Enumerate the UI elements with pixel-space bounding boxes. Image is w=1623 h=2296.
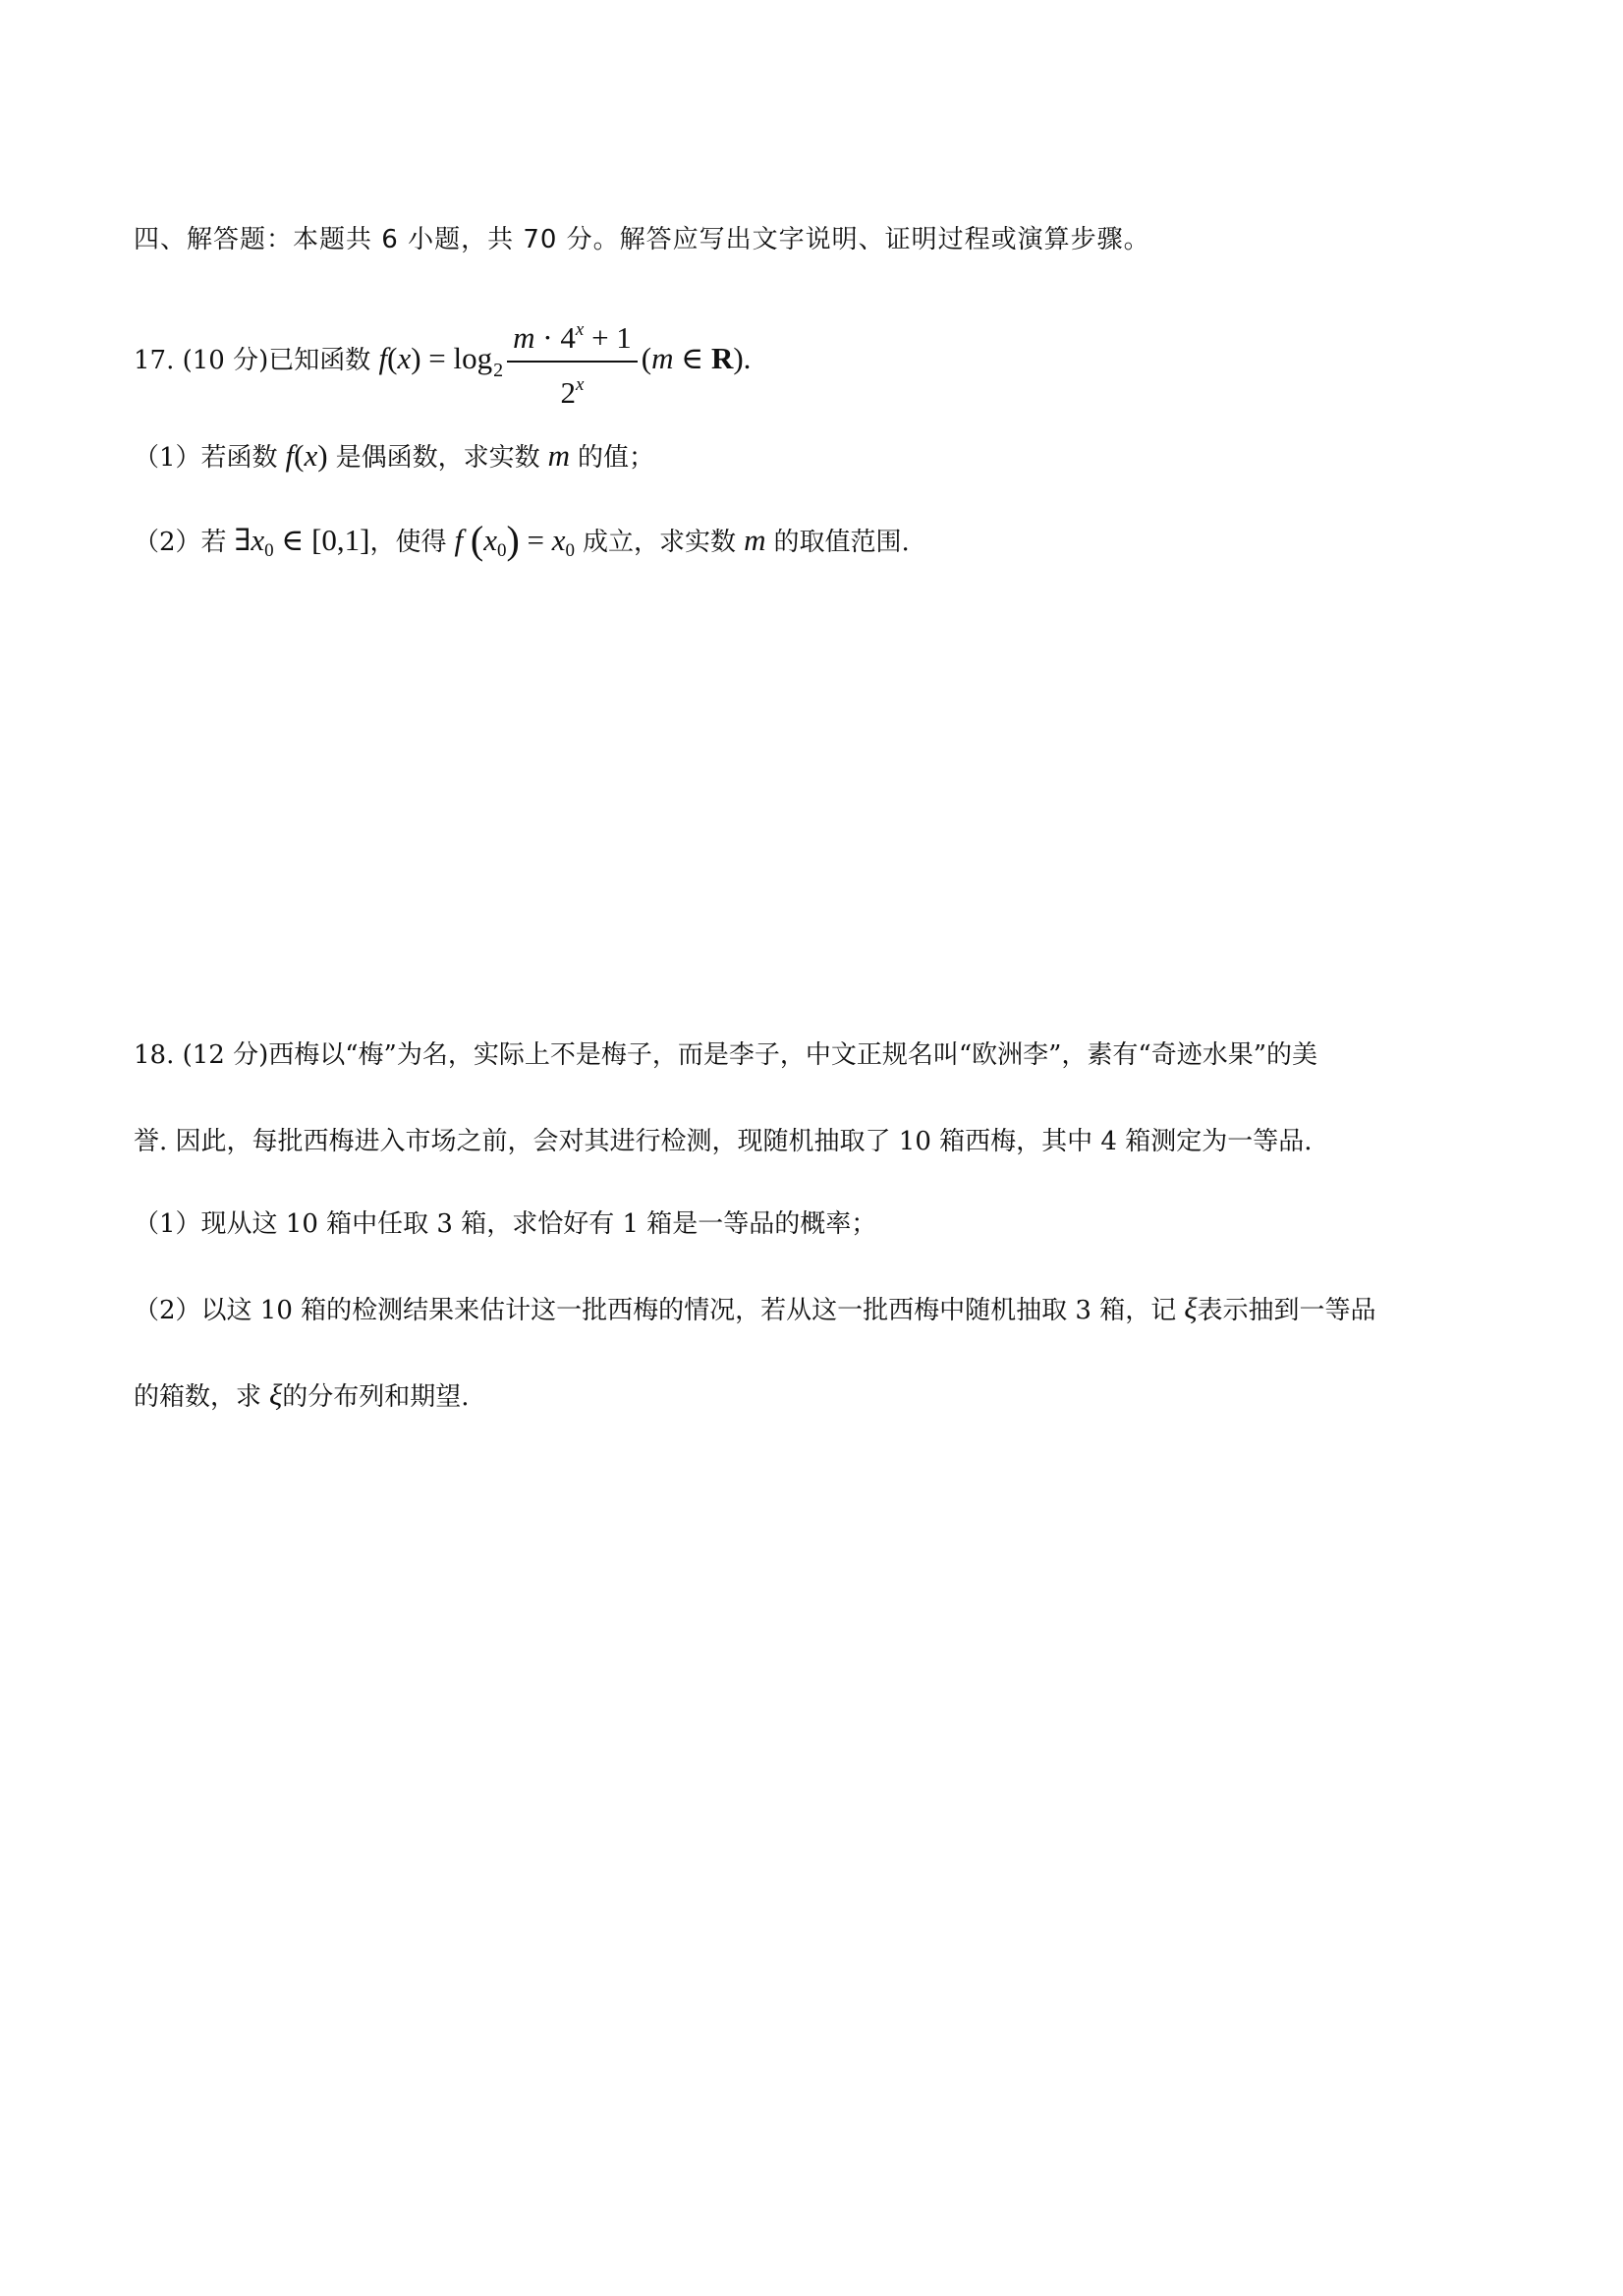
q17-part2-m: m [744, 523, 766, 557]
q17-part2-middle: ，使得 [369, 528, 447, 557]
q17-function-formula: $f(x) = \log_2$ $\frac{m \cdot 4^x + 1}{2^x}$ (m ∈ R). [379, 341, 752, 375]
q18-part2-line2-prefix: 的箱数，求 [134, 1382, 262, 1412]
q17-part1-prefix: （1）若函数 [134, 443, 278, 473]
q18-part2-line1-prefix: （2）以这 10 箱的检测结果来估计这一批西梅的情况，若从这一批西梅中随机抽取 3 箱，记 [134, 1296, 1177, 1325]
q17-statement [134, 310, 751, 413]
q17-part2-prefix: （2）若 [134, 528, 227, 557]
q18-part1: （1）现从这 10 箱中任取 3 箱，求恰好有 1 箱是一等品的概率； [134, 1209, 877, 1239]
section-heading: 四、解答题：本题共 6 小题，共 70 分。解答应写出文字说明、证明过程或演算步骤。 [134, 225, 1150, 254]
q18-xi-symbol: ξ [1184, 1291, 1198, 1325]
q17-part2-suffix: 成立，求实数 [583, 528, 737, 557]
q17-part1-m: m [547, 438, 570, 473]
q17-part1-middle: 是偶函数，求实数 [335, 443, 540, 473]
q17-part2 [134, 518, 910, 571]
q18-line2: 誉. 因此，每批西梅进入市场之前，会对其进行检测，现随机抽取了 10 箱西梅，其中 4 箱测定为一等品. [134, 1127, 1313, 1156]
q18-part2-line1-suffix: 表示抽到一等品 [1197, 1296, 1376, 1325]
q17-part1 [134, 436, 654, 477]
q18-part2-line2-suffix: 的分布列和期望. [282, 1382, 470, 1412]
q17-part1-fx: f(x) [285, 438, 328, 473]
q18-part2-line2 [134, 1375, 470, 1417]
q18-line1: 18. (12 分)西梅以“梅”为名，实际上不是梅子，而是李子，中文正规名叫“欧洲李”，素有“奇迹水果”的美 [134, 1040, 1318, 1070]
q17-part2-equation: f $(x_0) = x_0$ [454, 518, 576, 562]
q17-part2-end: 的取值范围. [773, 528, 910, 557]
q17-part1-suffix: 的值； [578, 443, 655, 473]
q17-prefix: 17. (10 分)已知函数 [134, 346, 371, 376]
q18-xi-symbol-2: ξ [269, 1377, 283, 1412]
q18-part2-line1 [134, 1289, 1376, 1330]
q17-part2-exists: $\exists x_0$ ∈ [0,1] [234, 523, 370, 561]
